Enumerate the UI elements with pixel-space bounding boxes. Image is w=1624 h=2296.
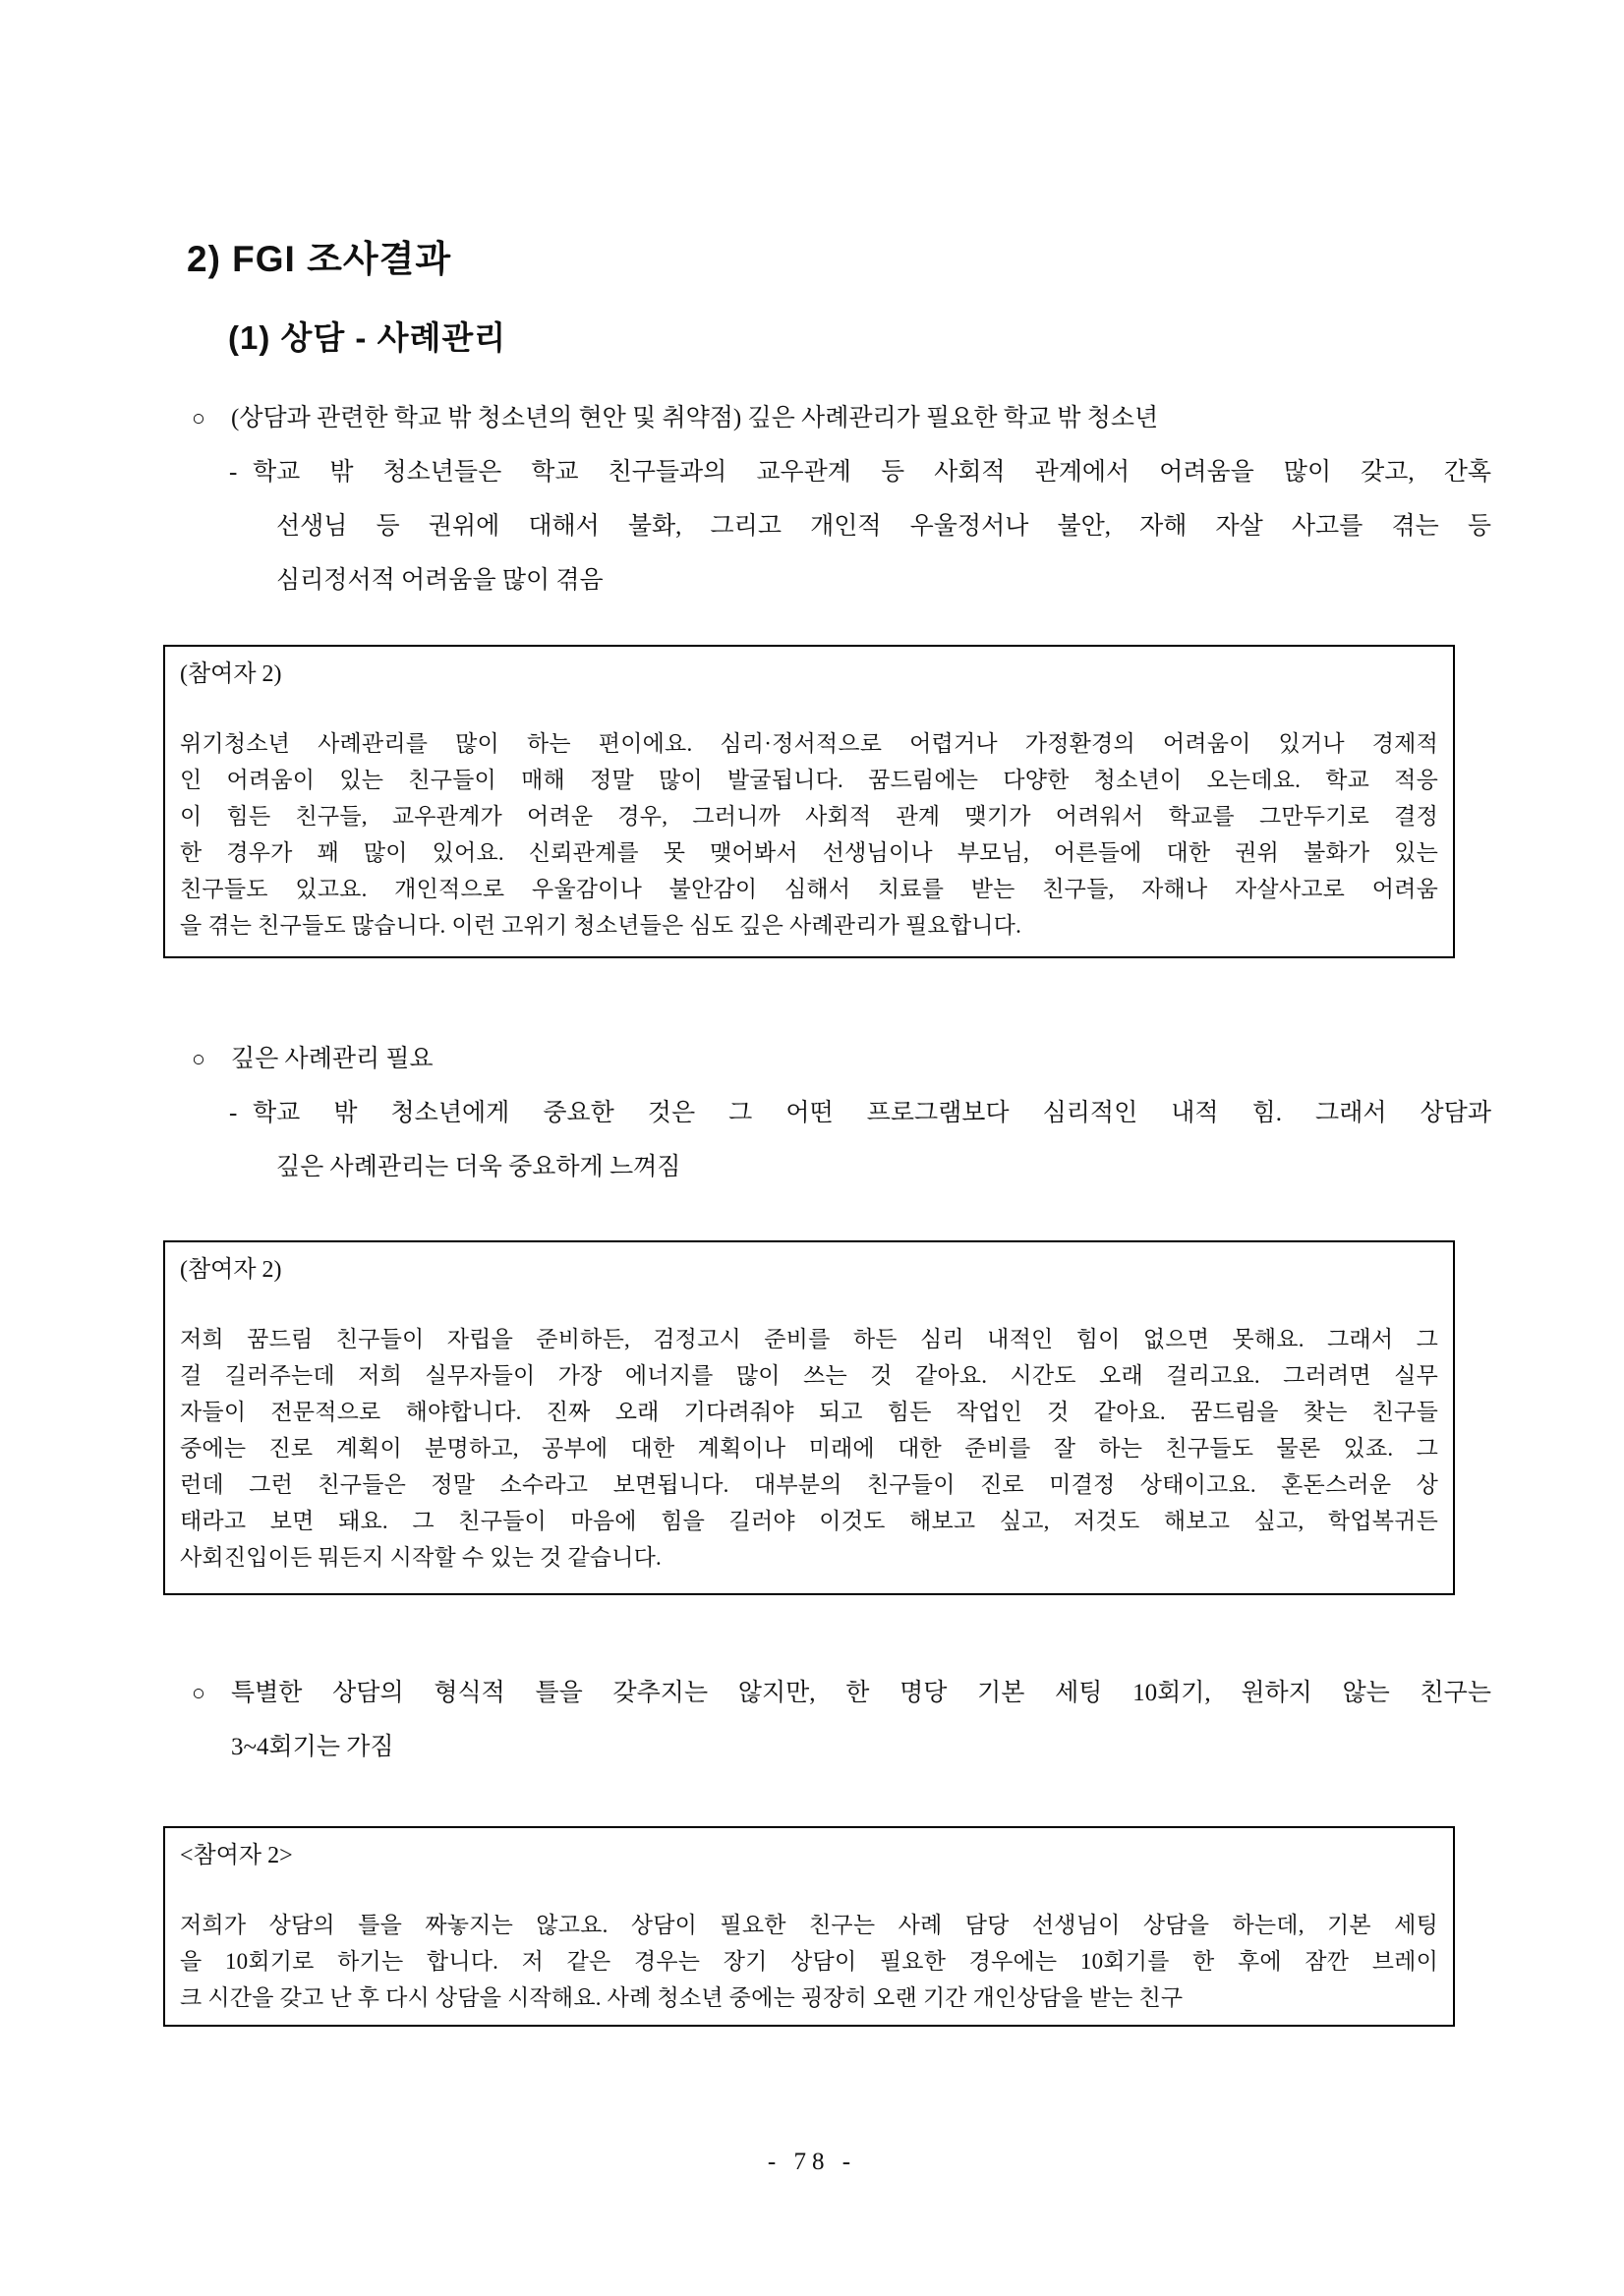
quote-box-1: [163, 645, 1455, 958]
circle-bullet-icon: ○: [192, 1047, 205, 1071]
quote-box-2: [163, 1240, 1455, 1595]
bullet-item: [192, 1666, 1491, 1774]
dash-bullet-icon: -: [229, 1100, 238, 1126]
sub-bullet-item: [229, 445, 1491, 607]
participant-label: (참여자 2): [180, 1257, 282, 1283]
quote-paragraph: 위기청소년 사례관리를 많이 하는 편이에요. 심리·정서적으로 어렵거나 가정환경의 어려움이 있거나 경제적 인 어려움이 있는 친구들이 매해 정말 많이 발굴됩니다. 꿈드림에는 다양한 청소년이 오는데요. 학교 적응 이 힘든 친구들, 교우관계가 어려운 경우, 그러니까 사회적 관계 맺기가 어려워서 학교를 그만두기로 결정 한 경우가 꽤 많이 있어요. 신뢰관계를 못 맺어봐서 선생님이나 부모님, 어른들에 대한 권위 불화가 있는 친구들도 있고요. 개인적으로 우울감이나 불안감이 심해서 치료를 받는 친구들, 자해나 자살사고로 어려움 을 겪는 친구들도 많습니다. 이런 고위기 청소년들은 심도 깊은 사례관리가 필요합니다.: [180, 731, 1438, 938]
quote-paragraph: 저희 꿈드림 친구들이 자립을 준비하든, 검정고시 준비를 하든 심리 내적인 힘이 없으면 못해요. 그래서 그 걸 길러주는데 저희 실무자들이 가장 에너지를 많이 쓰는 것 같아요. 시간도 오래 걸리고요. 그러려면 실무 자들이 전문적으로 해야합니다. 진짜 오래 기다려줘야 되고 힘든 작업인 것 같아요. 꿈드림을 찾는 친구들 중에는 진로 계획이 분명하고, 공부에 대한 계획이나 미래에 대한 준비를 잘 하는 친구들도 물론 있죠. 그 런데 그런 친구들은 정말 소수라고 보면됩니다. 대부분의 친구들이 진로 미결정 상태이고요. 혼돈스러운 상 태라고 보면 돼요. 그 친구들이 마음에 힘을 길러야 이것도 해보고 싶고, 저것도 해보고 싶고, 학업복귀든 사회진입이든 뭐든지 시작할 수 있는 것 같습니다.: [180, 1327, 1438, 1570]
bullet-text: 깊은 사례관리 필요: [231, 1046, 434, 1072]
finding-block-2: [192, 1032, 1491, 1194]
finding-block-3: [192, 1666, 1491, 1774]
circle-bullet-icon: ○: [192, 1681, 205, 1705]
bullet-text: (상담과 관련한 학교 밖 청소년의 현안 및 취약점) 깊은 사례관리가 필요한 학교 밖 청소년: [231, 405, 1159, 431]
quote-box-3: [163, 1826, 1455, 2027]
quote-paragraph: 저희가 상담의 틀을 짜놓지는 않고요. 상담이 필요한 친구는 사례 담당 선생님이 상담을 하는데, 기본 세팅 을 10회기로 하기는 합니다. 저 같은 경우는 장기 상담이 필요한 경우에는 10회기를 한 후에 잠깐 브레이 크 시간을 갖고 난 후 다시 상담을 시작해요. 사례 청소년 중에는 굉장히 오랜 기간 개인상담을 받는 친구: [180, 1913, 1438, 2010]
circle-bullet-icon: ○: [192, 406, 205, 430]
bullet-item: [192, 1032, 1491, 1086]
page-number: - 78 -: [767, 2149, 857, 2175]
participant-label: (참여자 2): [180, 661, 282, 687]
sub-bullet-item: [229, 1086, 1491, 1194]
spacer: [180, 1871, 1438, 1907]
sub-bullet-text: 학교 밖 청소년에게 중요한 것은 그 어떤 프로그램보다 심리적인 내적 힘. 그래서 상담과 깊은 사례관리는 더욱 중요하게 느껴짐: [253, 1100, 1491, 1180]
spacer: [180, 1286, 1438, 1321]
bullet-item: [192, 391, 1491, 445]
sub-bullet-text: 학교 밖 청소년들은 학교 친구들과의 교우관계 등 사회적 관계에서 어려움을 많이 갖고, 간혹 선생님 등 권위에 대해서 불화, 그리고 개인적 우울정서나 불안, 자해 자살 사고를 겪는 등 심리정서적 어려움을 많이 겪음: [253, 459, 1491, 594]
subsection-heading: (1) 상담 - 사례관리: [228, 319, 507, 356]
finding-block-1: [192, 391, 1491, 607]
participant-label: <참여자 2>: [180, 1843, 293, 1868]
bullet-text: 특별한 상담의 형식적 틀을 갖추지는 않지만, 한 명당 기본 세팅 10회기, 원하지 않는 친구는 3~4회기는 가짐: [231, 1680, 1491, 1760]
section-heading: 2) FGI 조사결과: [187, 239, 452, 279]
dash-bullet-icon: -: [229, 459, 238, 486]
spacer: [180, 690, 1438, 725]
